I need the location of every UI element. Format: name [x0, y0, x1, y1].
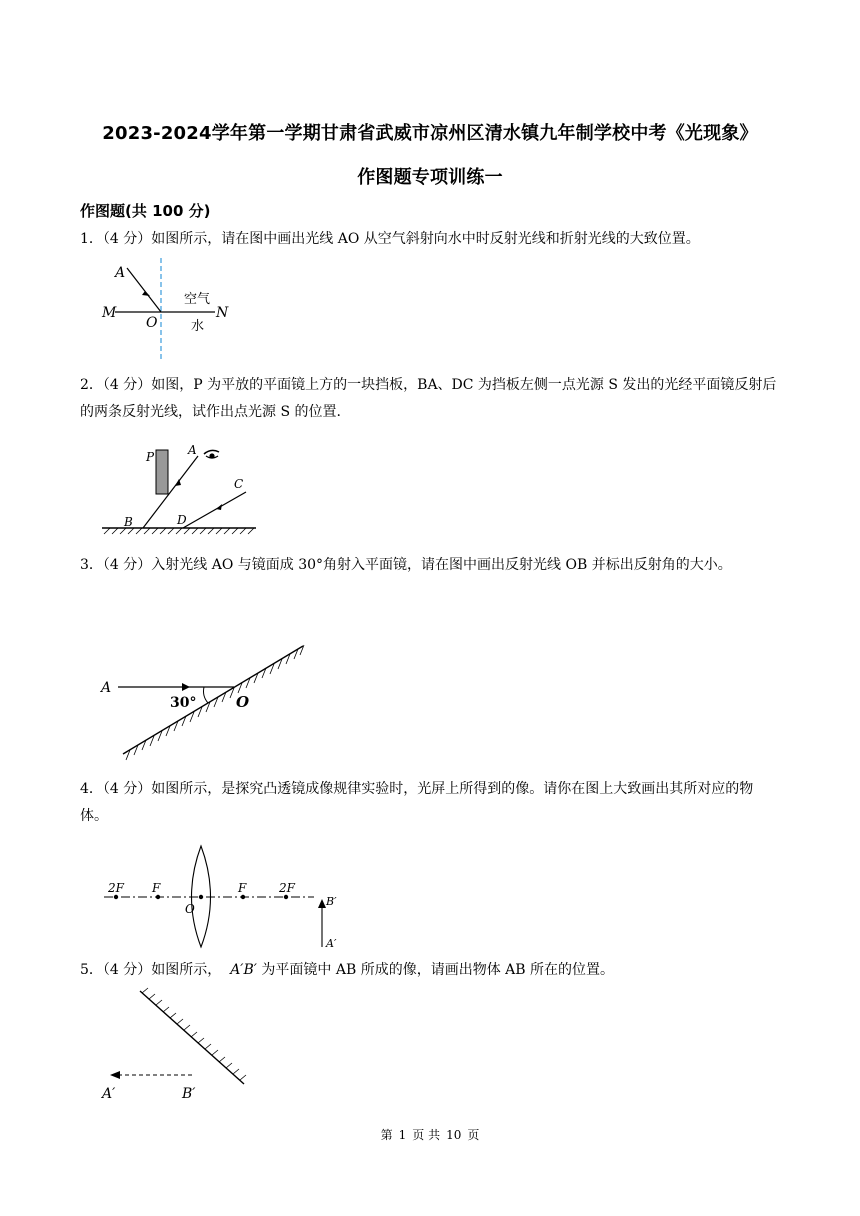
page-footer — [0, 1126, 860, 1143]
label-A-prime: A′ — [102, 1086, 116, 1102]
question-text: 如图所示，请在图中画出光线 AO 从空气斜射向水中时反射光线和折射光线的大致位置。 — [151, 231, 700, 247]
footer-suffix: 页 — [467, 1128, 480, 1142]
angle-arc — [204, 687, 209, 703]
point-O — [199, 895, 203, 899]
label-A: A — [101, 680, 112, 696]
label-O: O — [236, 693, 250, 711]
label-M: M — [102, 305, 117, 321]
reflected-ray-BA — [143, 456, 198, 528]
plane-mirror — [140, 991, 244, 1084]
eye-icon — [204, 450, 219, 458]
label-P: P — [146, 450, 155, 464]
footer-prefix: 第 — [380, 1128, 393, 1142]
figure-2-mirror-baffle — [98, 440, 268, 538]
question-score: （4 分） — [102, 377, 152, 393]
label-C: C — [234, 477, 244, 491]
label-A: A — [188, 443, 197, 457]
question-text: 如图所示， — [151, 962, 222, 978]
figure-1-refraction — [95, 258, 245, 362]
arrow-icon — [216, 504, 222, 510]
label-water: 水 — [191, 319, 205, 334]
question-number: 3． — [80, 557, 103, 573]
point-2F-right — [284, 895, 288, 899]
label-F-left: F — [152, 881, 161, 895]
label-A-prime: A′ — [326, 937, 337, 950]
incident-ray — [127, 268, 161, 312]
label-A: A — [115, 265, 126, 281]
mirror-hatching — [126, 645, 304, 760]
figure-4-convex-lens — [100, 843, 350, 951]
label-O: O — [146, 315, 158, 331]
document-title-line2: 作图题专项训练一 — [357, 167, 503, 188]
question-score: （4 分） — [102, 781, 152, 797]
document-title-line1: 2023-2024学年第一学期甘肃省武威市凉州区清水镇九年制学校中考《光现象》 — [102, 123, 758, 144]
point-F-left — [156, 895, 160, 899]
question-number: 1． — [80, 231, 103, 247]
point-F-right — [241, 895, 245, 899]
label-B-prime: B′ — [326, 895, 337, 908]
section-heading: 作图题(共 100 分) — [80, 202, 211, 220]
question-number: 4． — [80, 781, 103, 797]
figure-5-plane-mirror — [98, 986, 258, 1104]
arrow-icon — [110, 1071, 120, 1079]
question-score: （4 分） — [102, 557, 152, 573]
footer-page-number: 1 — [398, 1128, 407, 1142]
figure-3-reflection — [96, 640, 311, 762]
question-number: 2． — [80, 377, 103, 393]
footer-total-pages: 10 — [446, 1128, 462, 1142]
question-text: 如图，P 为平放的平面镜上方的一块挡板，BA、DC 为挡板左侧一点光源 S 发出的光经平面镜反射后的两条反射光线，试作出点光源 S 的位置. — [80, 377, 777, 420]
label-angle: 30° — [170, 695, 197, 711]
label-B: B — [124, 515, 133, 529]
question-text: 为平面镜中 AB 所成的像，请画出物体 AB 所在的位置。 — [261, 962, 615, 978]
formula-AB-prime: A′B′ — [230, 962, 257, 978]
question-text: 入射光线 AO 与镜面成 30°角射入平面镜，请在图中画出反射光线 OB 并标出反射角的大小。 — [151, 557, 732, 573]
label-N: N — [216, 305, 229, 321]
footer-mid: 页 共 — [412, 1128, 441, 1142]
label-D: D — [177, 513, 187, 527]
point-2F-left — [114, 895, 118, 899]
mirror-hatching — [142, 988, 246, 1080]
label-F-right: F — [238, 881, 247, 895]
label-O: O — [185, 902, 195, 916]
question-score: （4 分） — [102, 231, 152, 247]
arrow-icon — [318, 899, 326, 908]
question-5 — [80, 957, 780, 984]
question-score: （4 分） — [102, 962, 152, 978]
label-B-prime: B′ — [182, 1086, 196, 1102]
question-number: 5． — [80, 962, 103, 978]
arrow-icon — [182, 683, 190, 691]
baffle-P — [156, 450, 168, 494]
plane-mirror — [123, 646, 303, 754]
label-air: 空气 — [184, 292, 211, 307]
label-2F-right: 2F — [279, 881, 295, 895]
question-4 — [80, 776, 780, 830]
label-2F-left: 2F — [108, 881, 124, 895]
question-3 — [80, 552, 800, 579]
question-text: 如图所示，是探究凸透镜成像规律实验时，光屏上所得到的像。请你在图上大致画出其所对应的物体。 — [80, 781, 754, 824]
reflected-ray-DC — [183, 492, 246, 528]
question-1 — [80, 226, 780, 253]
question-2 — [80, 372, 780, 426]
